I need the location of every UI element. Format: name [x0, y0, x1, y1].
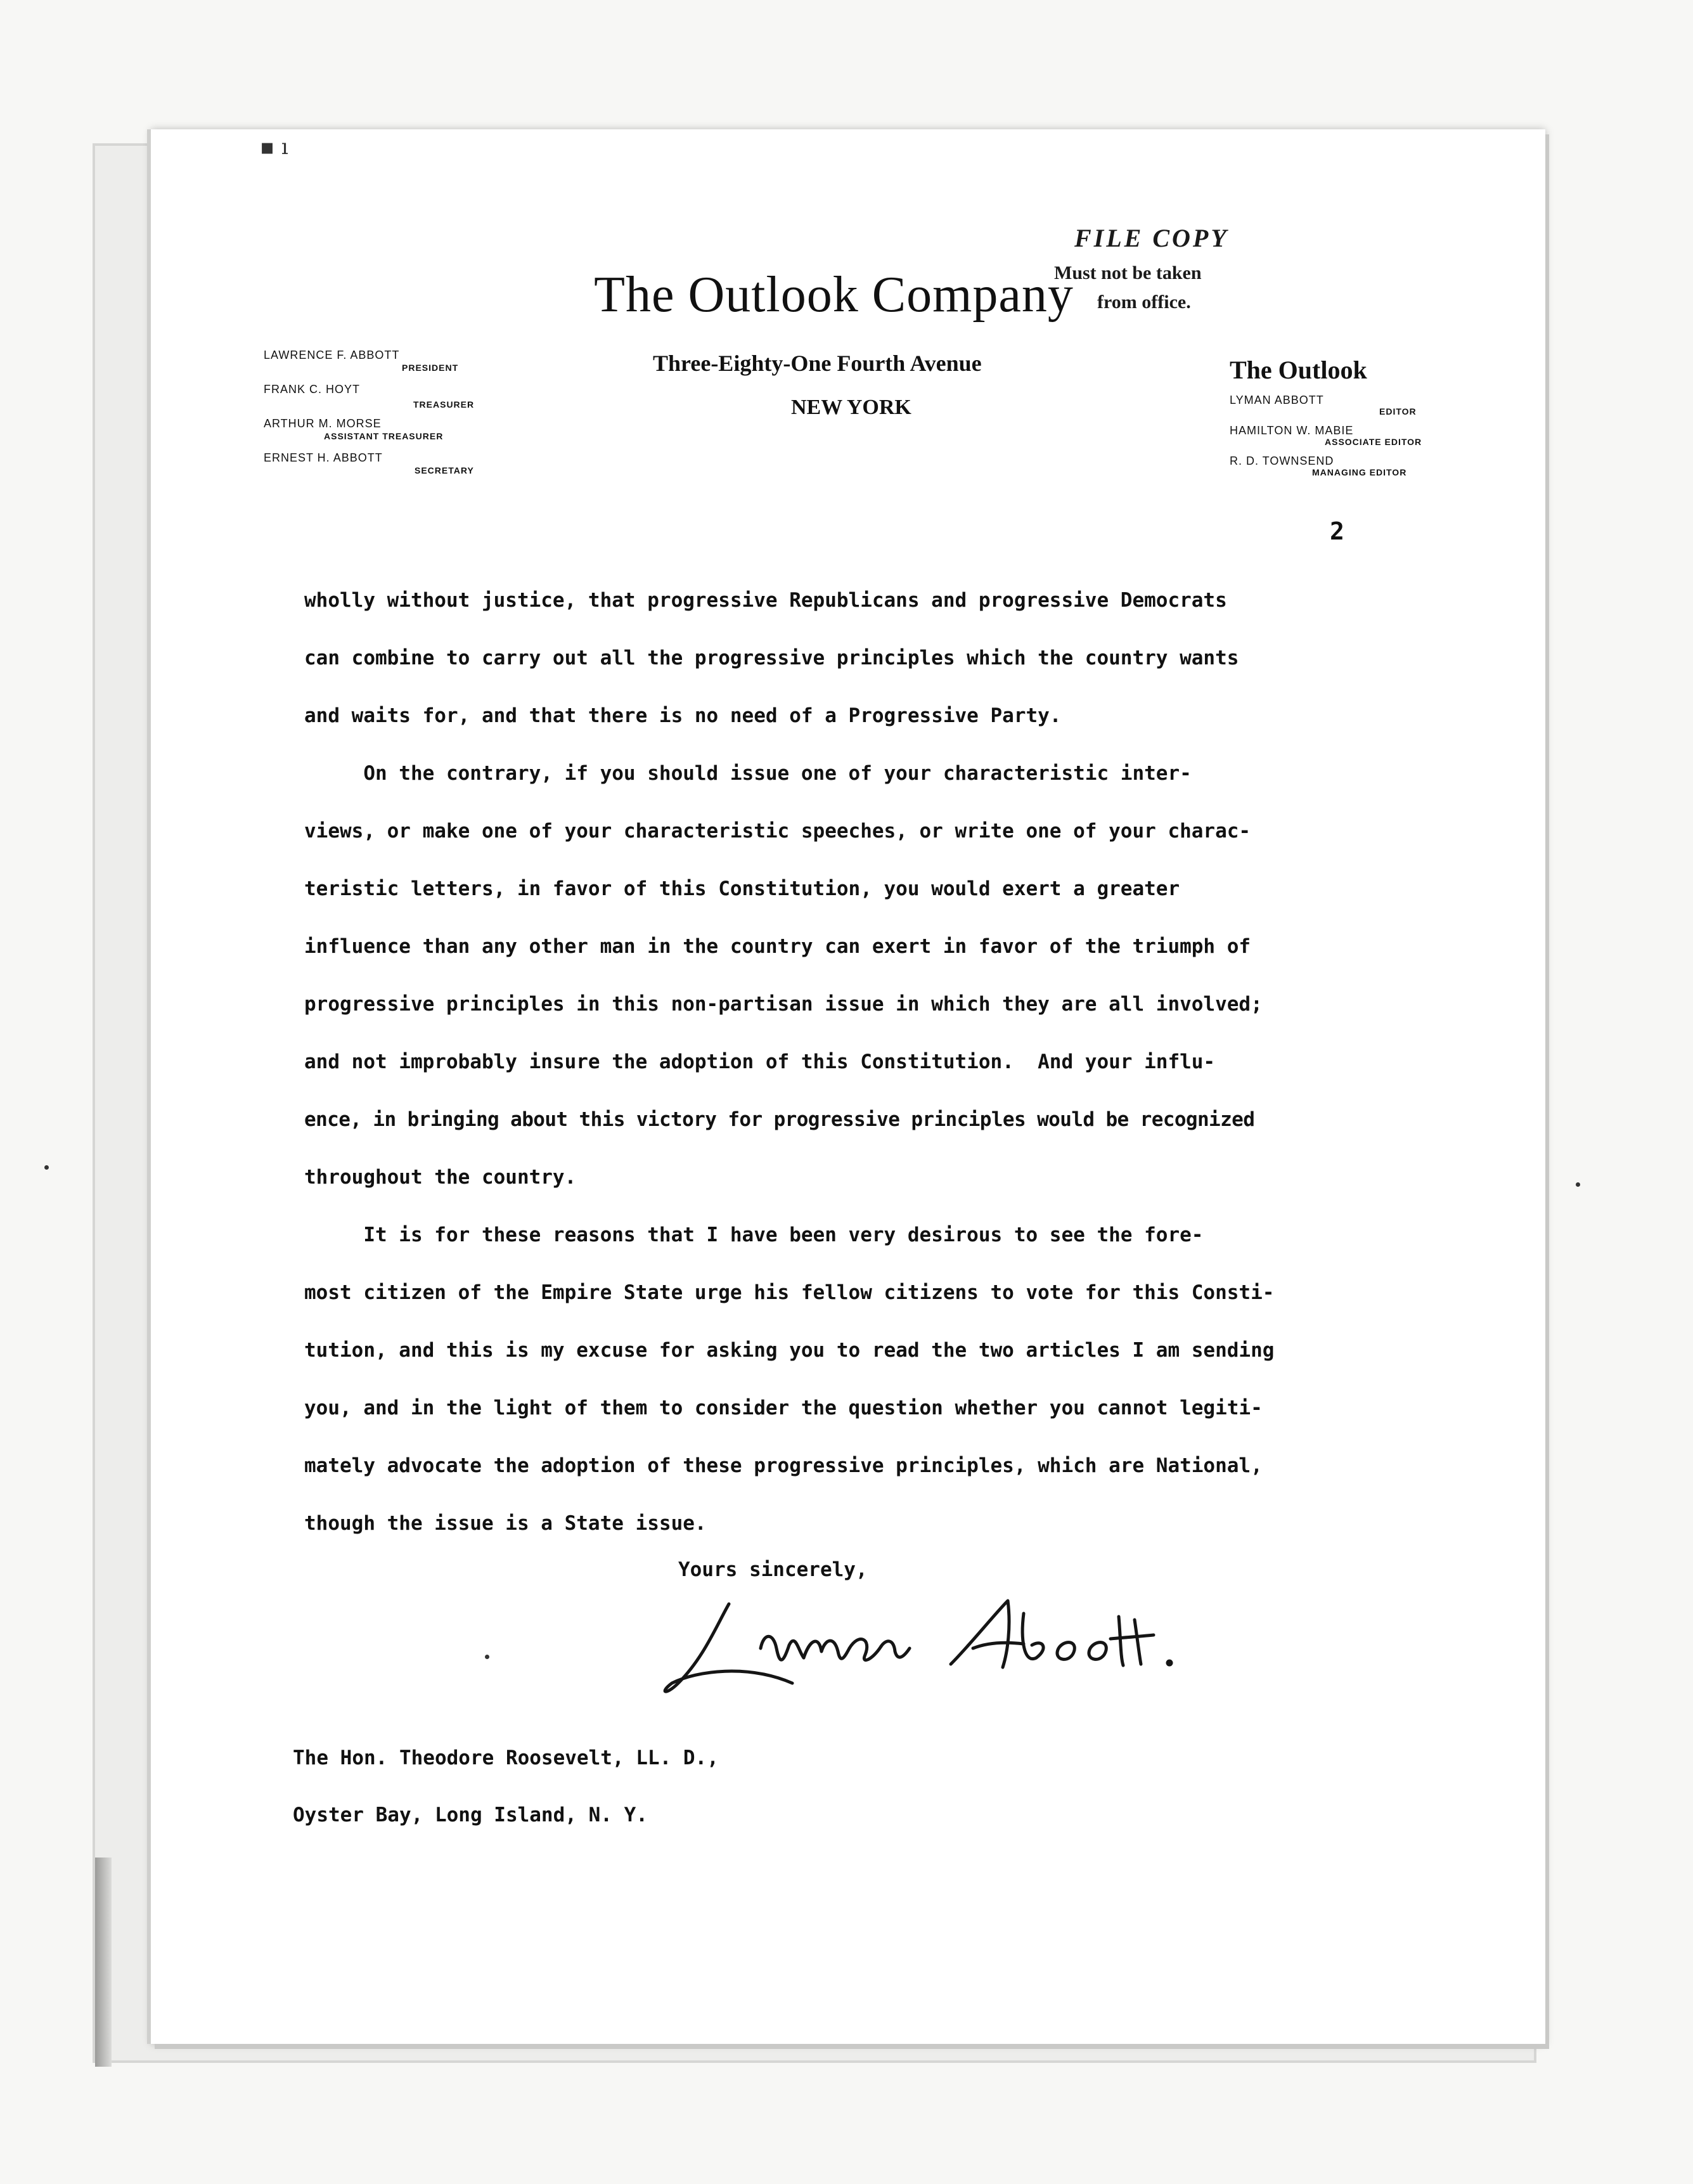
- officer-name: LAWRENCE F. ABBOTT: [264, 349, 400, 361]
- closing: Yours sincerely,: [678, 1558, 868, 1581]
- body-line: can combine to carry out all the progressive principles which the country wants: [304, 647, 1239, 669]
- corner-mark: ▪ ı: [260, 134, 288, 160]
- body-line: tution, and this is my excuse for asking you to read the two articles I am sending: [304, 1339, 1275, 1362]
- recipient-line-1: The Hon. Theodore Roosevelt, LL. D.,: [293, 1747, 719, 1769]
- speck: [485, 1655, 489, 1659]
- officer-title: SECRETARY: [415, 465, 474, 475]
- body-line: influence than any other man in the country can exert in favor of the triumph of: [304, 935, 1251, 958]
- stamp-line-3: from office.: [1097, 292, 1191, 313]
- letter-body: [304, 572, 1439, 1553]
- officer-title: PRESIDENT: [402, 363, 459, 373]
- officer-name: ARTHUR M. MORSE: [264, 417, 382, 430]
- editor-name: R. D. TOWNSEND: [1230, 455, 1334, 467]
- body-line: you, and in the light of them to consider the question whether you cannot legiti-: [304, 1397, 1263, 1419]
- company-name: The Outlook Company: [594, 267, 1074, 323]
- page-number: 2: [1330, 517, 1344, 545]
- body-line: progressive principles in this non-partisan issue in which they are all involved;: [304, 993, 1263, 1016]
- editor-title: MANAGING EDITOR: [1312, 467, 1407, 477]
- body-line: throughout the country.: [304, 1166, 577, 1189]
- signature-image: [653, 1588, 1198, 1702]
- body-line: views, or make one of your characteristic speeches, or write one of your charac-: [304, 820, 1251, 843]
- editor-managing: [1230, 455, 1407, 485]
- company-address: Three-Eighty-One Fourth Avenue: [653, 351, 982, 376]
- editor-title: EDITOR: [1379, 406, 1417, 417]
- magazine-title: The Outlook: [1230, 356, 1367, 384]
- stamp-line-1: FILE COPY: [1074, 224, 1229, 252]
- body-line: On the contrary, if you should issue one of your characteristic inter-: [304, 762, 1192, 785]
- speck: [44, 1165, 49, 1170]
- officer-name: FRANK C. HOYT: [264, 383, 361, 396]
- editor-associate: [1230, 424, 1422, 455]
- company-city: NEW YORK: [791, 396, 911, 419]
- speck: [1576, 1182, 1580, 1187]
- body-line: It is for these reasons that I have been very desirous to see the fore-: [304, 1224, 1204, 1246]
- body-line: and not improbably insure the adoption of this Constitution. And your influ-: [304, 1050, 1216, 1073]
- officer-title: ASSISTANT TREASURER: [324, 431, 444, 441]
- recipient-block: [293, 1729, 719, 1844]
- page-edge-shadow: [95, 1858, 112, 2067]
- recipient-line-2: Oyster Bay, Long Island, N. Y.: [293, 1804, 648, 1826]
- editor-name: HAMILTON W. MABIE: [1230, 424, 1354, 437]
- stamp-line-2: Must not be taken: [1054, 262, 1202, 283]
- body-line: mately advocate the adoption of these progressive principles, which are National,: [304, 1454, 1263, 1477]
- body-line: most citizen of the Empire State urge his fellow citizens to vote for this Consti-: [304, 1281, 1275, 1304]
- editor-title: ASSOCIATE EDITOR: [1325, 437, 1422, 447]
- magazine-masthead: [1230, 355, 1422, 485]
- body-line: though the issue is a State issue.: [304, 1512, 707, 1535]
- body-line: and waits for, and that there is no need of a Progressive Party.: [304, 704, 1062, 727]
- editor-editor: [1230, 394, 1417, 424]
- body-line: ence, in bringing about this victory for progressive principles would be recognized: [304, 1108, 1255, 1131]
- body-line: teristic letters, in favor of this Constitution, you would exert a greater: [304, 877, 1180, 900]
- officer-title: TREASURER: [413, 399, 475, 410]
- body-line: wholly without justice, that progressive Republicans and progressive Democrats: [304, 589, 1227, 612]
- officer-name: ERNEST H. ABBOTT: [264, 451, 383, 464]
- editor-name: LYMAN ABBOTT: [1230, 394, 1324, 406]
